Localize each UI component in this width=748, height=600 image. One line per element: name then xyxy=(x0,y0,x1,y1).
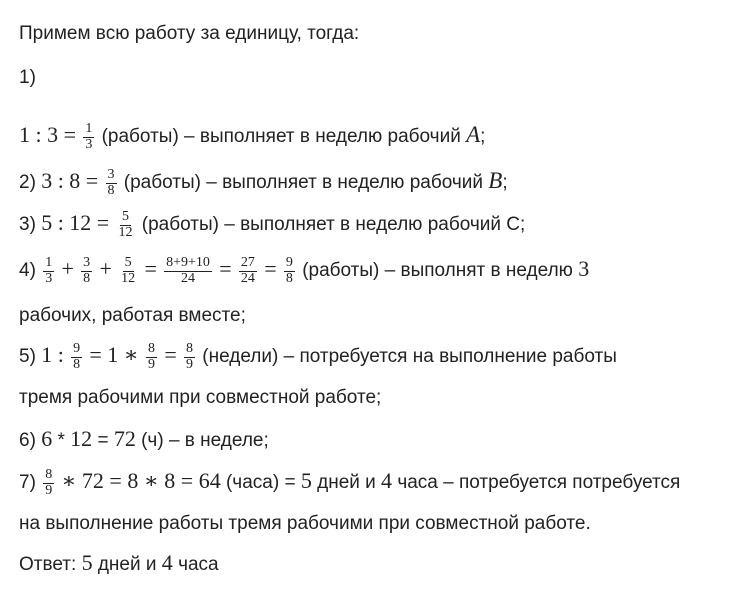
line-3-math: 5 : 12 = xyxy=(41,210,110,236)
line-2-math: 3 : 8 = xyxy=(41,168,99,194)
line-4-text: (работы) – выполнят в неделю xyxy=(302,260,573,282)
fraction-numerator: 8+9+10 xyxy=(166,255,210,270)
multiply-sign: * xyxy=(57,430,65,451)
fraction-numerator: 3 xyxy=(83,255,91,270)
equals-sign: = xyxy=(144,256,157,282)
line-4-fraction-1 xyxy=(43,256,54,286)
line-7-text: дней и xyxy=(317,472,376,494)
fraction-numerator: 1 xyxy=(85,121,93,136)
plus-sign: + xyxy=(61,256,74,282)
answer-label: Ответ: xyxy=(19,554,77,575)
line-7-text: часа – потребуется потребуется xyxy=(397,472,681,494)
answer-text: часа xyxy=(178,554,219,575)
fraction-denominator: 8 xyxy=(285,270,293,286)
fraction-denominator: 8 xyxy=(73,356,81,372)
line-1-variable: A xyxy=(466,122,481,148)
line-1 xyxy=(19,122,485,152)
line-5-fraction-2 xyxy=(146,342,157,372)
fraction-denominator: 3 xyxy=(85,136,93,152)
line-6-text: (ч) – в неделе; xyxy=(141,430,269,451)
line-5-prefix: 5) xyxy=(19,346,36,368)
line-7-continuation: на выполнение работы тремя рабочими при совместной работе. xyxy=(19,513,591,534)
line-6 xyxy=(19,428,269,450)
fraction-denominator: 24 xyxy=(240,270,255,286)
fraction-numerator: 5 xyxy=(122,209,129,224)
intro-line: Примем всю работу за единицу, тогда: xyxy=(19,23,360,44)
equals-sign: = xyxy=(264,256,277,282)
fraction-denominator: 12 xyxy=(121,270,136,286)
line-5-fraction-1 xyxy=(71,342,82,372)
line-6-prefix: 6) xyxy=(19,430,36,451)
line-2 xyxy=(19,168,508,198)
line-2-variable: B xyxy=(488,168,503,194)
line-7-prefix: 7) xyxy=(19,472,36,494)
line-2-end: ; xyxy=(502,172,508,194)
fraction-denominator: 12 xyxy=(118,224,133,240)
line-4-fraction-2 xyxy=(81,256,92,286)
line-4-continuation: рабочих, работая вместе; xyxy=(19,305,246,326)
fraction-denominator: 8 xyxy=(107,182,115,198)
line-2-fraction xyxy=(106,168,117,198)
line-7-fraction xyxy=(43,468,54,498)
answer-days-number: 5 xyxy=(81,550,93,575)
line-5-text: (недели) – потребуется на выполнение работы xyxy=(202,346,617,368)
line-6-operand: 12 xyxy=(70,426,93,451)
line-1-text: (работы) – выполняет в неделю рабочий xyxy=(101,126,461,148)
line-4-fraction-5 xyxy=(239,256,257,286)
line-3-prefix: 3) xyxy=(19,214,36,236)
line-6-result: 72 xyxy=(113,426,136,451)
fraction-numerator: 8 xyxy=(186,341,194,356)
fraction-denominator: 9 xyxy=(45,482,53,498)
fraction-numerator: 27 xyxy=(240,255,255,270)
line-5-math: 1 : xyxy=(41,342,64,368)
fraction-denominator: 3 xyxy=(45,270,53,286)
line-4-fraction-6 xyxy=(284,256,295,286)
line-4 xyxy=(19,256,589,286)
fraction-denominator: 9 xyxy=(186,356,194,372)
fraction-numerator: 9 xyxy=(285,255,293,270)
line-1-end: ; xyxy=(480,126,486,148)
line-5 xyxy=(19,342,617,372)
line-2-text: (работы) – выполняет в неделю рабочий xyxy=(123,172,483,194)
equals-sign: = xyxy=(97,430,109,451)
fraction-denominator: 24 xyxy=(181,270,196,286)
line-4-fraction-4 xyxy=(164,256,212,286)
line-5-math: = 1 ∗ xyxy=(89,342,139,368)
answer-text: дней и xyxy=(97,554,157,575)
days-number: 5 xyxy=(300,468,312,494)
line-3-text: (работы) – выполняет в неделю рабочий С; xyxy=(141,214,526,236)
line-4-prefix: 4) xyxy=(19,260,36,282)
line-4-fraction-3 xyxy=(119,256,137,286)
fraction-numerator: 1 xyxy=(45,255,53,270)
fraction-denominator: 8 xyxy=(83,270,91,286)
line-7-math: ∗ 72 = 8 ∗ 8 = 64 xyxy=(61,468,221,494)
line-4-number: 3 xyxy=(578,256,590,282)
fraction-numerator: 3 xyxy=(107,167,115,182)
line-3 xyxy=(19,210,525,240)
line-5-fraction-3 xyxy=(184,342,195,372)
line-2-prefix: 2) xyxy=(19,172,36,194)
line-7-text: (часа) = xyxy=(225,472,296,494)
fraction-numerator: 5 xyxy=(124,255,132,270)
equals-sign: = xyxy=(219,256,232,282)
equals-sign: = xyxy=(164,342,177,368)
line-1-fraction xyxy=(83,122,94,152)
line-6-operand: 6 xyxy=(41,426,53,451)
line-7 xyxy=(19,468,680,498)
plus-sign: + xyxy=(99,256,112,282)
fraction-denominator: 9 xyxy=(148,356,156,372)
answer-line xyxy=(19,552,219,574)
fraction-numerator: 8 xyxy=(148,341,156,356)
line-1-math: 1 : 3 = xyxy=(19,122,77,148)
answer-hours-number: 4 xyxy=(161,550,173,575)
line-3-fraction xyxy=(117,210,135,240)
hours-number: 4 xyxy=(381,468,393,494)
line-5-continuation: тремя рабочими при совместной работе; xyxy=(19,387,382,408)
fraction-numerator: 8 xyxy=(45,467,53,482)
step-1-number: 1) xyxy=(19,67,36,88)
fraction-numerator: 9 xyxy=(73,341,81,356)
